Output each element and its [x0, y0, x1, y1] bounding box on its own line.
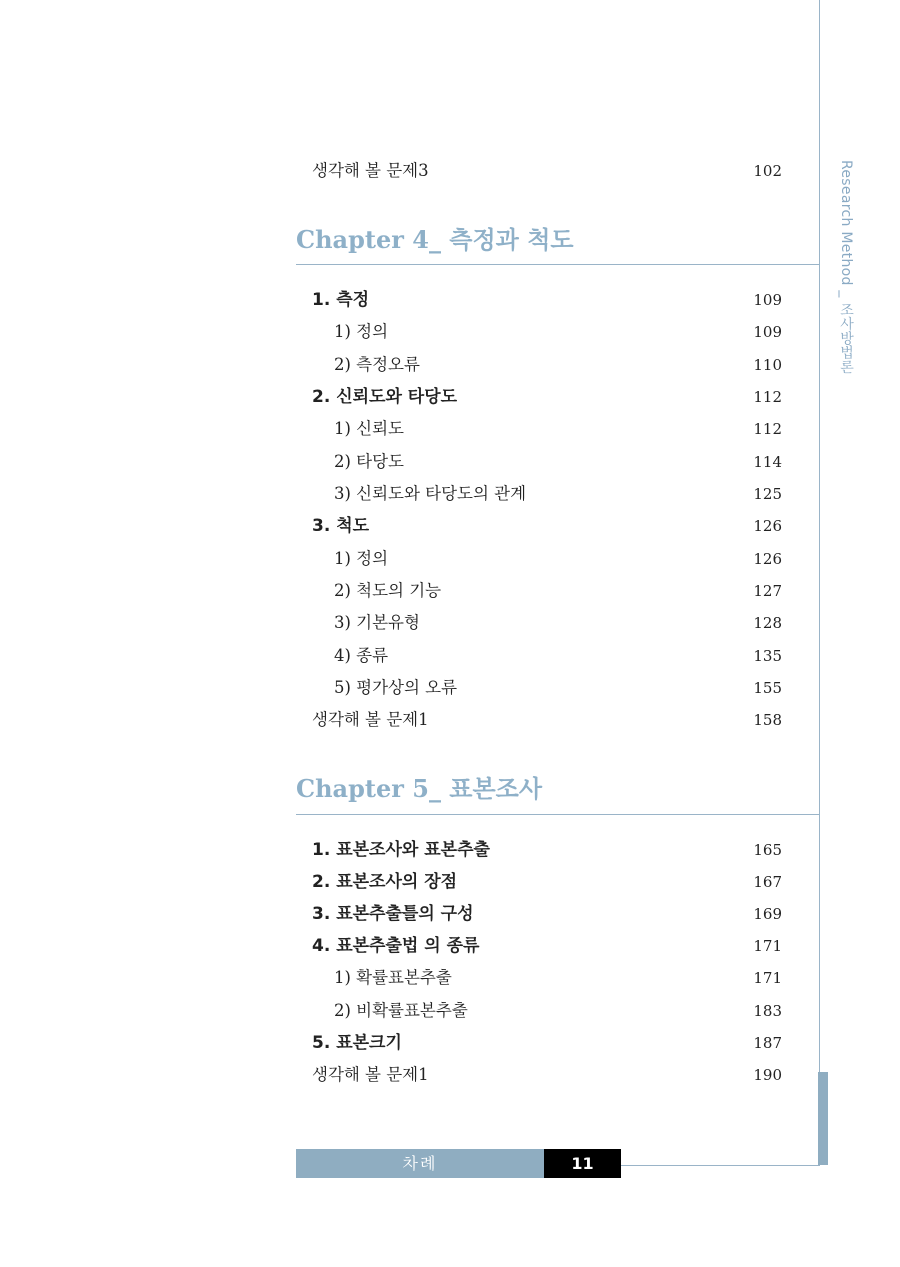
toc-entry-title: 5. 표본크기 [312, 1033, 402, 1053]
toc-subsection[interactable] [334, 353, 782, 377]
toc-entry-title: 3) 기본유형 [334, 613, 420, 632]
toc-entry-title: 1) 정의 [334, 322, 389, 341]
toc-entry-page: 126 [753, 550, 782, 568]
toc-entry-page: 183 [753, 1002, 782, 1020]
toc-entry-title: 생각해 볼 문제1 [312, 710, 429, 729]
toc-subsection[interactable] [334, 450, 782, 474]
toc-entry-title: 1) 확률표본추출 [334, 968, 452, 987]
toc-section-4[interactable] [312, 934, 782, 958]
toc-entry-title: 3. 척도 [312, 516, 370, 536]
toc-entry-page: 128 [753, 614, 782, 632]
toc-subsection[interactable] [334, 417, 782, 441]
toc-entry-page: 112 [753, 420, 782, 438]
toc-entry-title: 2) 측정오류 [334, 355, 420, 374]
toc-subsection[interactable] [334, 579, 782, 603]
footer-rule [621, 1165, 820, 1166]
toc-entry-page: 171 [753, 969, 782, 987]
toc-entry-title: 1) 신뢰도 [334, 419, 404, 438]
toc-section-1[interactable] [312, 288, 782, 312]
toc-entry-title: 2) 척도의 기능 [334, 581, 442, 600]
page-edge-rule [819, 0, 820, 1165]
toc-entry-title: 생각해 볼 문제1 [312, 1065, 429, 1084]
toc-subsection[interactable] [334, 611, 782, 635]
toc-entry-page: 169 [753, 905, 782, 923]
toc-entry-title: 1. 표본조사와 표본추출 [312, 840, 490, 860]
toc-entry-page: 171 [753, 937, 782, 955]
toc-entry-title: 2. 표본조사의 장점 [312, 872, 458, 892]
toc-entry-page: 110 [753, 356, 782, 374]
footer-page-number: 11 [544, 1149, 621, 1178]
side-tab-marker [818, 1072, 828, 1165]
toc-entry-page: 112 [753, 388, 782, 406]
toc-entry-title: 2) 타당도 [334, 452, 404, 471]
toc-entry-page: 190 [753, 1066, 782, 1084]
toc-entry-title: 4) 종류 [334, 646, 389, 665]
toc-entry-page: 126 [753, 517, 782, 535]
toc-entry-title: 4. 표본추출법 의 종류 [312, 936, 480, 956]
toc-section-5[interactable] [312, 1031, 782, 1055]
footer-section-label: 차례 [296, 1149, 544, 1178]
toc-entry-page: 127 [753, 582, 782, 600]
toc-entry-top[interactable] [312, 159, 782, 183]
toc-subsection[interactable] [334, 547, 782, 571]
toc-entry-page: 165 [753, 841, 782, 859]
toc-section-3[interactable] [312, 902, 782, 926]
toc-subsection[interactable] [334, 999, 782, 1023]
toc-entry-page: 109 [753, 323, 782, 341]
toc-subsection[interactable] [334, 482, 782, 506]
toc-subsection[interactable] [334, 320, 782, 344]
toc-section-3[interactable] [312, 514, 782, 538]
toc-entry-page: 167 [753, 873, 782, 891]
toc-entry-questions[interactable] [312, 1063, 782, 1087]
chapter-5-rule [296, 814, 820, 815]
toc-entry-title: 5) 평가상의 오류 [334, 678, 458, 697]
chapter-4-heading: Chapter 4_ 측정과 척도 [296, 225, 574, 254]
toc-entry-page: 114 [753, 453, 782, 471]
toc-section-2[interactable] [312, 870, 782, 894]
side-running-title: Research Method _ 조사방법론 [838, 160, 854, 374]
toc-entry-page: 158 [753, 711, 782, 729]
toc-section-1[interactable] [312, 838, 782, 862]
toc-entry-page: 109 [753, 291, 782, 309]
toc-section-2[interactable] [312, 385, 782, 409]
toc-entry-title: 1. 측정 [312, 290, 370, 310]
toc-entry-title: 생각해 볼 문제3 [312, 161, 429, 180]
chapter-5-heading: Chapter 5_ 표본조사 [296, 774, 543, 803]
toc-entry-title: 3. 표본추출틀의 구성 [312, 904, 474, 924]
toc-entry-title: 1) 정의 [334, 549, 389, 568]
toc-subsection[interactable] [334, 966, 782, 990]
toc-subsection[interactable] [334, 644, 782, 668]
chapter-4-rule [296, 264, 820, 265]
toc-entry-title: 2) 비확률표본추출 [334, 1001, 468, 1020]
toc-entry-title: 3) 신뢰도와 타당도의 관계 [334, 484, 527, 503]
toc-entry-page: 102 [753, 162, 782, 180]
toc-subsection[interactable] [334, 676, 782, 700]
toc-entry-questions[interactable] [312, 708, 782, 732]
toc-entry-page: 125 [753, 485, 782, 503]
toc-entry-title: 2. 신뢰도와 타당도 [312, 387, 458, 407]
toc-entry-page: 187 [753, 1034, 782, 1052]
toc-entry-page: 155 [753, 679, 782, 697]
toc-entry-page: 135 [753, 647, 782, 665]
